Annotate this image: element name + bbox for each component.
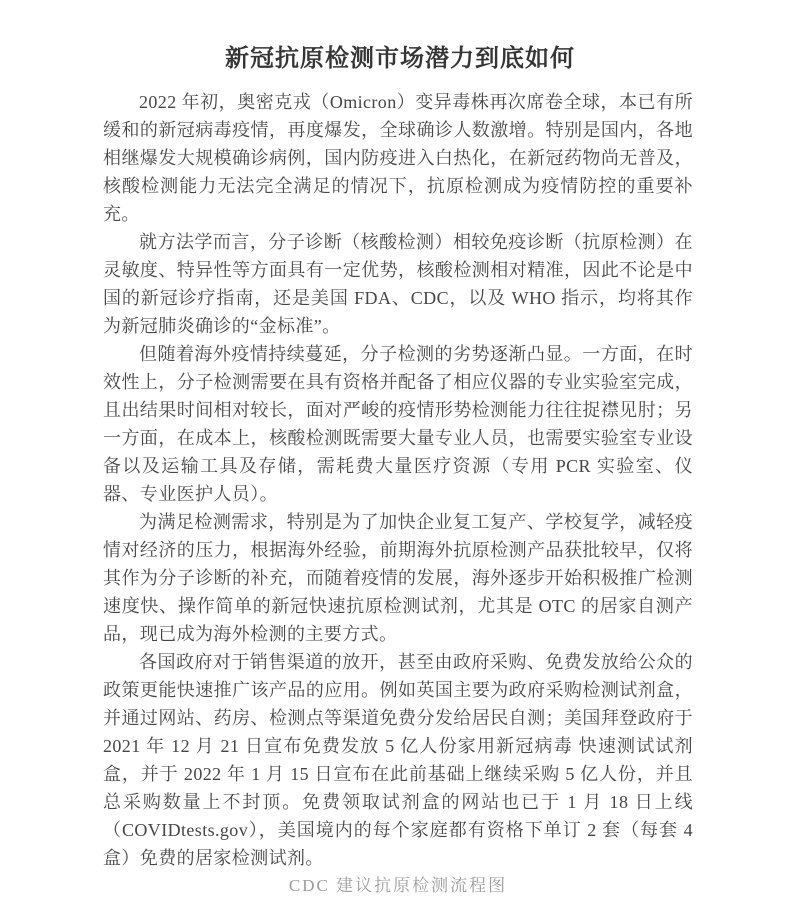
article-body	[103, 88, 693, 900]
page-title: 新冠抗原检测市场潜力到底如何	[225, 46, 575, 72]
article-paragraph-2: 就方法学而言，分子诊断（核酸检测）相较免疫诊断（抗原检测）在灵敏度、特异性等方面具有一定优势，核酸检测相对精准，因此不论是中国的新冠诊疗指南，还是美国 FDA、CDC，以及 WHO 指示，均将其作为新冠肺炎确诊的“金标准”。	[103, 232, 693, 336]
article-paragraph-3: 但随着海外疫情持续蔓延，分子检测的劣势逐渐凸显。一方面，在时效性上，分子检测需要在具有资格并配备了相应仪器的专业实验室完成，且出结果时间相对较长，面对严峻的疫情形势检测能力往往捉襟见肘；另一方面，在成本上，核酸检测既需要大量专业人员，也需要实验室专业设备以及运输工具及存储，需耗费大量医疗资源（专用 PCR 实验室、仪器、专业医护人员）。	[103, 344, 693, 504]
article-paragraph-5: 各国政府对于销售渠道的放开，甚至由政府采购、免费发放给公众的政策更能快速推广该产品的应用。例如英国主要为政府采购检测试剂盒，并通过网站、药房、检测点等渠道免费分发给居民自测；美国拜登政府于 2021 年 12 月 21 日宣布免费发放 5 亿人份家用新冠病毒 快速测试试剂盒，并于 2022 年 1 月 15 日宣布在此前基础上继续采购 5 亿人份，并且总采购数量上不封顶。免费领取试剂盒的网站也已于 1 月 18 日上线（COVIDtests.gov），美国境内的每个家庭都有资格下单订 2 套（每套 4 盒）免费的居家检测试剂。	[103, 652, 693, 868]
article-paragraph-4: 为满足检测需求，特别是为了加快企业复工复产、学校复学，减轻疫情对经济的压力，根据海外经验，前期海外抗原检测产品获批较早，仅将其作为分子诊断的补充，而随着疫情的发展，海外逐步开始积极推广检测速度快、操作简单的新冠快速抗原检测试剂，尤其是 OTC 的居家自测产品，现已成为海外检测的主要方式。	[103, 512, 693, 644]
figure-caption: CDC 建议抗原检测流程图	[288, 876, 508, 895]
article-paragraph-1: 2022 年初，奥密克戎（Omicron）变异毒株再次席卷全球，本已有所缓和的新冠病毒疫情，再度爆发，全球确诊人数激增。特别是国内，各地相继爆发大规模确诊病例，国内防疫进入白热化，在新冠药物尚无普及，核酸检测能力无法完全满足的情况下，抗原检测成为疫情防控的重要补充。	[103, 92, 693, 224]
